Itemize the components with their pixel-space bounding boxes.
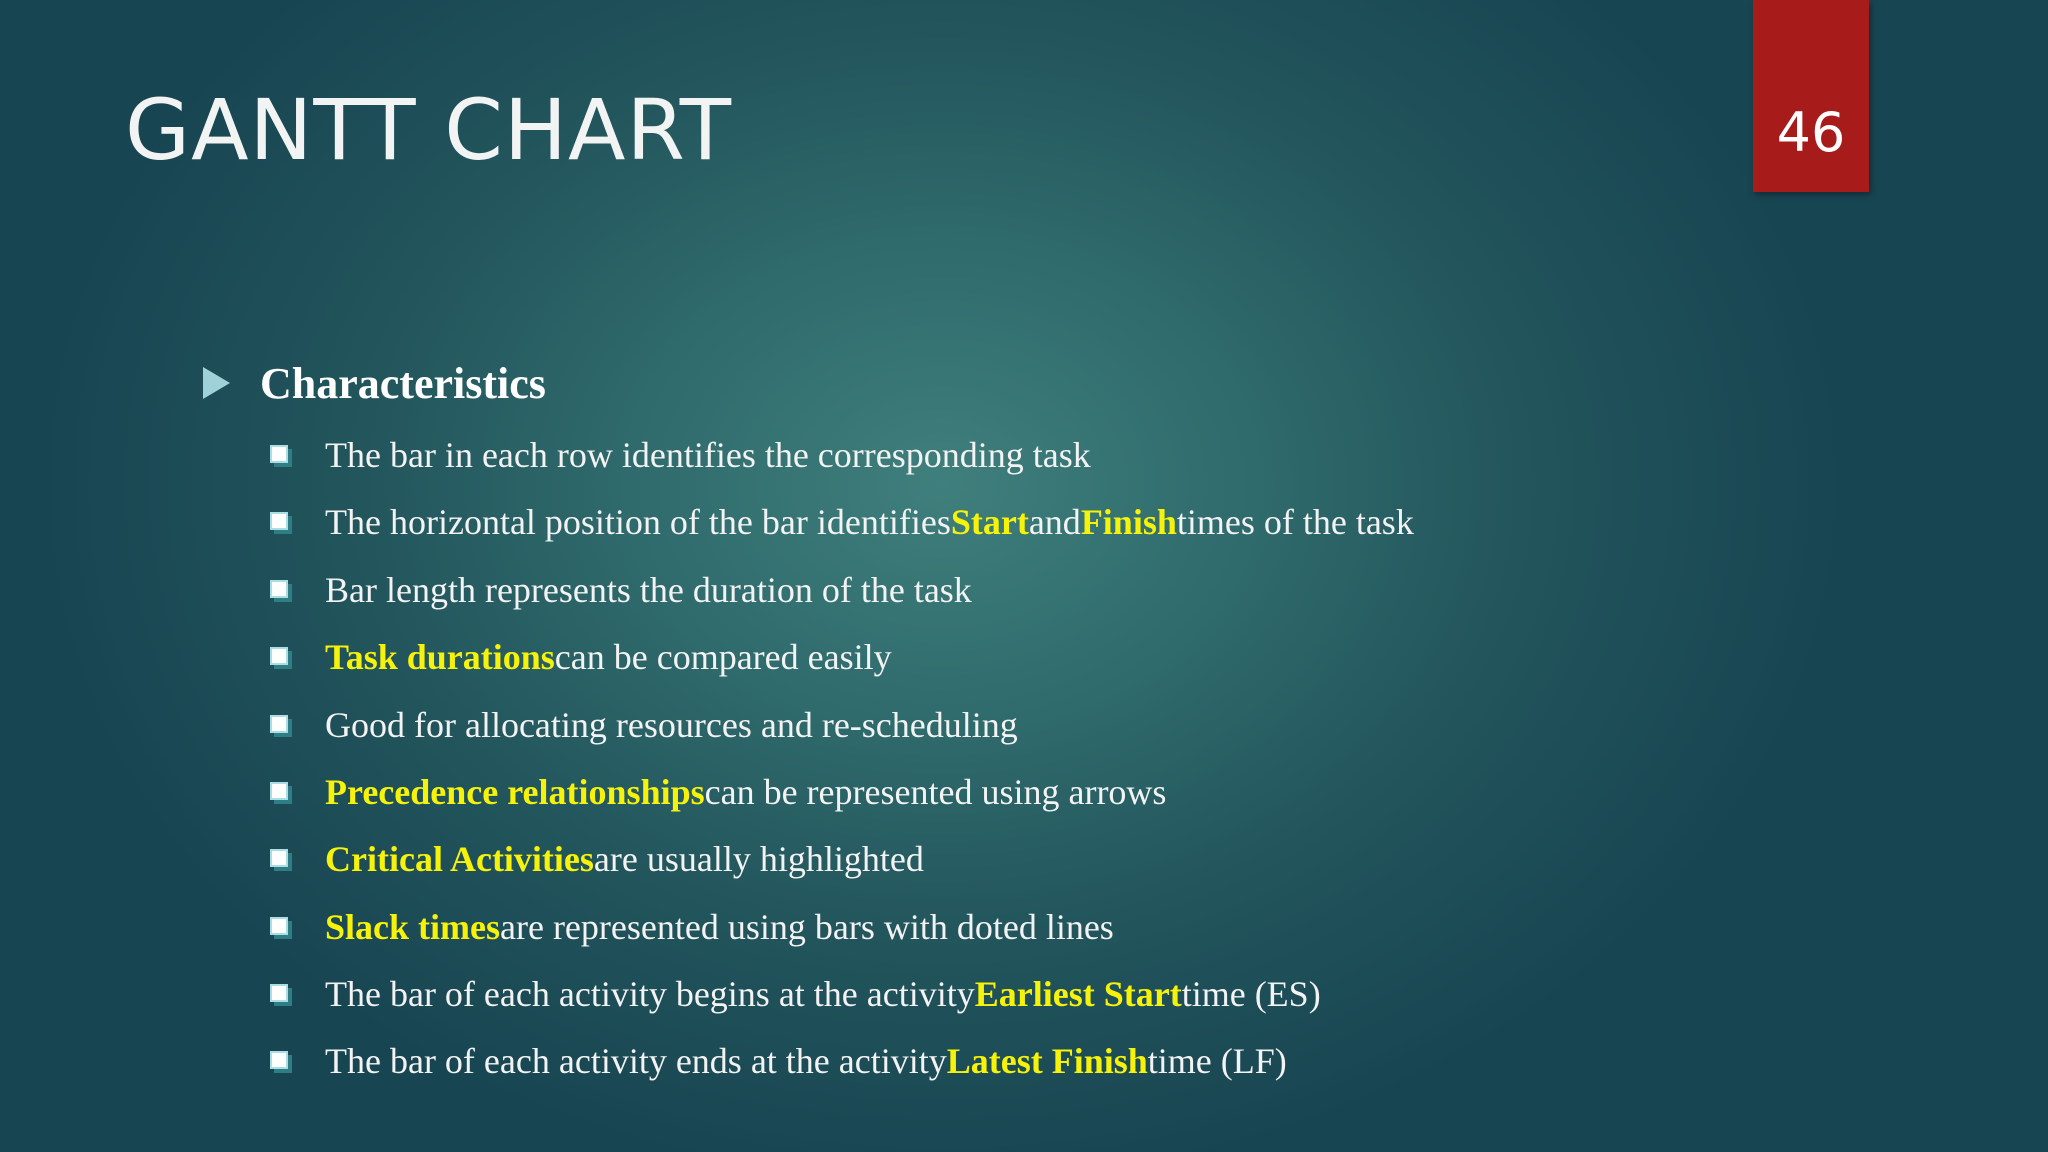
- page-number-tab: [1753, 0, 1869, 192]
- section-characteristics: [203, 355, 546, 411]
- item-text: and: [1028, 502, 1081, 542]
- list-item: [270, 969, 1321, 1019]
- highlight-text: Task durations: [325, 637, 555, 677]
- checkbox-bullet-icon: [270, 647, 288, 665]
- item-text: can be compared easily: [554, 637, 892, 677]
- checkbox-bullet-icon: [270, 782, 288, 800]
- checkbox-bullet-icon: [270, 715, 288, 733]
- highlight-text: Critical Activities: [325, 839, 594, 879]
- list-item: [270, 902, 1114, 952]
- item-text: The horizontal position of the bar identifies: [325, 502, 951, 542]
- slide-title: GANTT CHART: [125, 81, 733, 179]
- highlight-text: Earliest Start: [974, 974, 1182, 1014]
- checkbox-bullet-icon: [270, 1051, 288, 1069]
- highlight-text: Precedence relationships: [325, 772, 705, 812]
- highlight-text: Finish: [1080, 502, 1177, 542]
- item-text: Good for allocating resources and re-scheduling: [325, 705, 1018, 745]
- item-text: are represented using bars with doted lines: [500, 907, 1114, 947]
- checkbox-bullet-icon: [270, 917, 288, 935]
- checkbox-bullet-icon: [270, 984, 288, 1002]
- list-item: [270, 1036, 1287, 1086]
- item-text: time (ES): [1181, 974, 1321, 1014]
- item-text: The bar of each activity begins at the activity: [325, 974, 975, 1014]
- checkbox-bullet-icon: [270, 445, 288, 463]
- item-text: are usually highlighted: [593, 839, 924, 879]
- item-text: time (LF): [1147, 1041, 1287, 1081]
- section-heading: Characteristics: [260, 358, 546, 408]
- item-text: Bar length represents the duration of the task: [325, 570, 972, 610]
- triangle-bullet-icon: [203, 367, 230, 399]
- list-item: [270, 497, 1414, 547]
- item-text: can be represented using arrows: [704, 772, 1167, 812]
- item-text: The bar in each row identifies the corresponding task: [325, 435, 1091, 475]
- list-item: [270, 430, 1091, 480]
- checkbox-bullet-icon: [270, 512, 288, 530]
- highlight-text: Slack times: [325, 907, 500, 947]
- checkbox-bullet-icon: [270, 580, 288, 598]
- list-item: [270, 632, 892, 682]
- item-text: The bar of each activity ends at the activity: [325, 1041, 947, 1081]
- highlight-text: Start: [950, 502, 1029, 542]
- list-item: [270, 767, 1166, 817]
- list-item: [270, 700, 1018, 750]
- item-text: times of the task: [1176, 502, 1414, 542]
- checkbox-bullet-icon: [270, 849, 288, 867]
- page-number: 46: [1776, 101, 1846, 164]
- list-item: [270, 834, 924, 884]
- highlight-text: Latest Finish: [946, 1041, 1148, 1081]
- list-item: [270, 565, 972, 615]
